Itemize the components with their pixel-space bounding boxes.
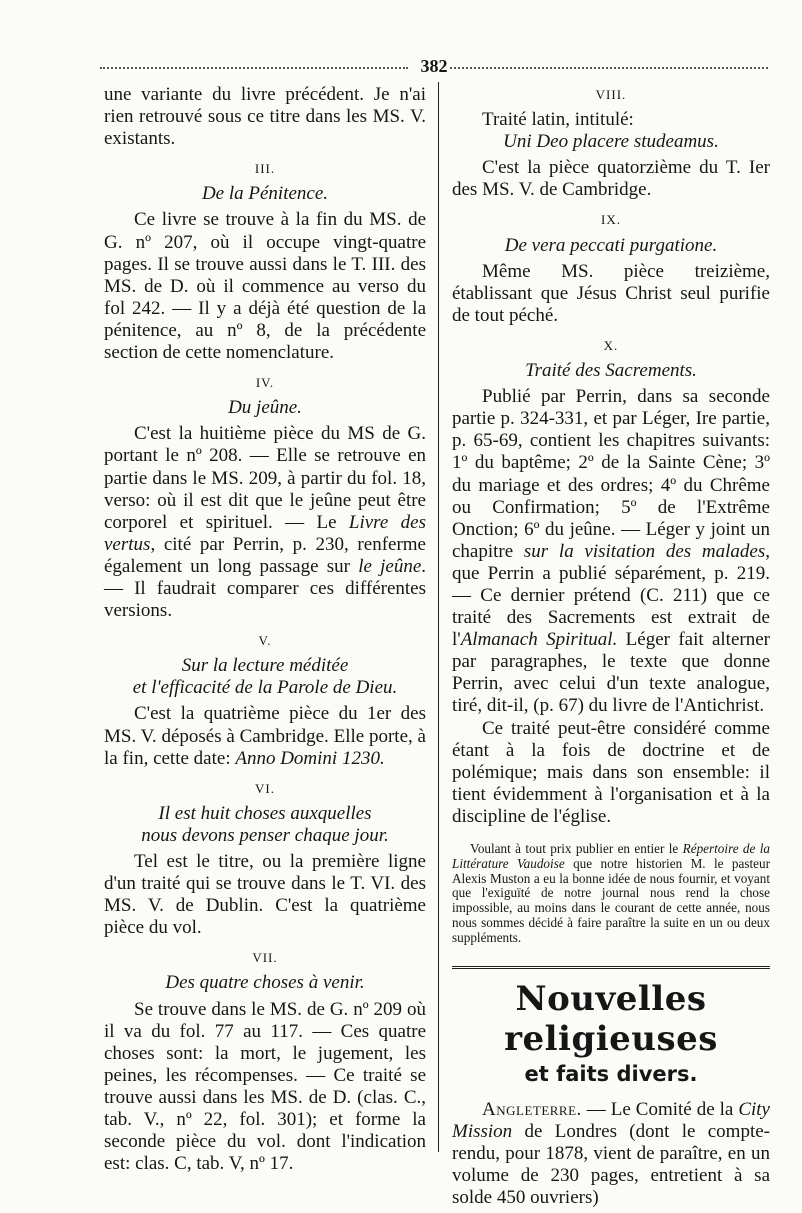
intro-paragraph: une variante du livre précédent. Je n'ai rien retrouvé sous ce titre dans les MS. V. existants. bbox=[104, 84, 426, 150]
section-number: X. bbox=[603, 337, 619, 353]
section-number: VII. bbox=[252, 950, 278, 966]
section-number: IV. bbox=[255, 375, 275, 391]
news-text: Angleterre. — Le Comité de la City Mission de Londres (dont le compte-rendu, pour 1878, vient de paraître, en un volume de 230 pages, entretient à sa solde 450 ouvriers) bbox=[452, 1098, 770, 1209]
section-title-line-1: Il est huit choses auxquelles bbox=[158, 802, 372, 824]
page-header bbox=[100, 56, 768, 76]
section-label: Traité latin, intitulé: bbox=[482, 109, 634, 131]
section-text: Même MS. pièce treizième, établissant que Jésus Christ seul purifie de tout péché. bbox=[452, 260, 770, 326]
editor-note: Voulant à tout prix publier en entier le Répertoire de la Littérature Vaudoise que notre historien M. le pasteur Alexis Muston a eu la bonne idée de nous fournir, et voyant que l'exiguïté de notre journal nous rend la chose impossible, au moins dans le courant de cette année, nous nous sommes décidé à faire paraître la suite en un ou deux suppléments. bbox=[452, 841, 770, 945]
section-title: Uni Deo placere studeamus. bbox=[503, 131, 719, 153]
section-number: VIII. bbox=[595, 87, 627, 102]
section-text: Tel est le titre, ou la première ligne d'un traité qui se trouve dans le T. VI. des MS. V. de Dublin. C'est la quatrième pièce du vol. bbox=[104, 851, 426, 939]
section-number: IX. bbox=[601, 212, 621, 228]
italic-title: Répertoire de la Littérature Vaudoise bbox=[452, 841, 770, 871]
section-number: III. bbox=[254, 161, 276, 177]
section-number: VI. bbox=[255, 780, 275, 796]
italic-name: City Mission bbox=[452, 1098, 770, 1142]
italic-term: sur la visitation des malades bbox=[523, 540, 766, 562]
section-text: Se trouve dans le MS. de G. nº 209 où il va du fol. 77 au 117. — Ces quatre choses sont: la mort, le jugement, les peines, les récompenses. — Ce traité se trouve aussi dans les MS. de D. (clas. C., tab. V., nº 22, fol. 301); et forme la seconde pièce du vol. dont l'indication est: clas. C, tab. V, nº 17. bbox=[104, 998, 426, 1175]
section-text: C'est la pièce quatorzième du T. Ier des MS. V. de Cambridge. bbox=[452, 157, 770, 201]
section-title: Du jeûne. bbox=[228, 397, 302, 419]
news-heading: Nouvelles religieuses bbox=[504, 978, 718, 1059]
section-text: Ce traité peut-être considéré comme étant à la fois de doctrine et de polémique; mais dans son ensemble: il tient évidemment à l'organisation et à la discipline de l'église. bbox=[452, 717, 770, 827]
section-title-line-2: et l'efficacité de la Parole de Dieu. bbox=[132, 677, 398, 699]
section-number: V. bbox=[258, 633, 272, 649]
right-column bbox=[452, 84, 770, 1209]
italic-term: le jeûne bbox=[358, 555, 422, 577]
header-rule-right bbox=[450, 67, 768, 69]
left-column bbox=[104, 84, 426, 1175]
italic-title: Livre des vertus bbox=[104, 511, 426, 555]
italic-title: Almanach Spiritual. bbox=[460, 629, 618, 651]
news-subheading: et faits divers. bbox=[524, 1061, 698, 1086]
header-rule-left bbox=[100, 67, 408, 69]
section-title-line-2: nous devons penser chaque jour. bbox=[141, 824, 389, 846]
country-name: Angleterre. bbox=[482, 1098, 582, 1120]
section-title: Des quatre choses à venir. bbox=[165, 972, 365, 994]
section-text: Publié par Perrin, dans sa seconde partie p. 324-331, et par Léger, Ire partie, p. 65-69, contient les chapitres suivants: 1º du baptême; 2º de la Sainte Cène; 3º du mariage et des ordres; 4º du Chrême ou Confirmation; 5º de l'Extrême Onction; 6º du jeûne. — Léger y joint un chapitre sur la visitation des malades, que Perrin a publié séparément, p. 219. — Ce dernier prétend (C. 211) que ce traité des Sacrements est extrait de l'Almanach Spiritual. Léger fait alterner par paragraphes, le texte que donne Perrin, avec celui d'un texte analogue, tiré, dit-il, (p. 67) du livre de l'Antichrist. bbox=[452, 386, 770, 717]
section-title-line-1: Sur la lecture méditée bbox=[181, 655, 349, 677]
italic-date: Anno Domini 1230. bbox=[235, 747, 385, 769]
section-title: De la Pénitence. bbox=[201, 183, 329, 205]
section-text: Ce livre se trouve à la fin du MS. de G. nº 207, où il occupe vingt-quatre pages. Il se trouve aussi dans le T. III. des MS. de D. où il commence au verso du fol 242. — Il y a déjà été question de la pénitence, au nº 8, de la précédente section de cette nomenclature. bbox=[104, 209, 426, 364]
section-title: De vera peccati purgatione. bbox=[504, 234, 718, 256]
section-title: Traité des Sacrements. bbox=[525, 360, 697, 382]
page-number: 382 bbox=[420, 56, 448, 76]
column-divider bbox=[438, 82, 439, 1152]
section-text: C'est la huitième pièce du MS de G. portant le nº 208. — Elle se retrouve en partie dans le MS. 209, à partir du fol. 18, verso: où il est dit que le jeûne peut être corporel et spirituel. — Le Livre des vertus, cité par Perrin, p. 230, renferme également un long passage sur le jeûne. — Il faudrait comparer ces différentes versions. bbox=[104, 423, 427, 622]
section-separator bbox=[452, 966, 770, 969]
section-text: C'est la quatrième pièce du 1er des MS. V. déposés à Cambridge. Elle porte, à la fin, cette date: Anno Domini 1230. bbox=[104, 703, 426, 769]
